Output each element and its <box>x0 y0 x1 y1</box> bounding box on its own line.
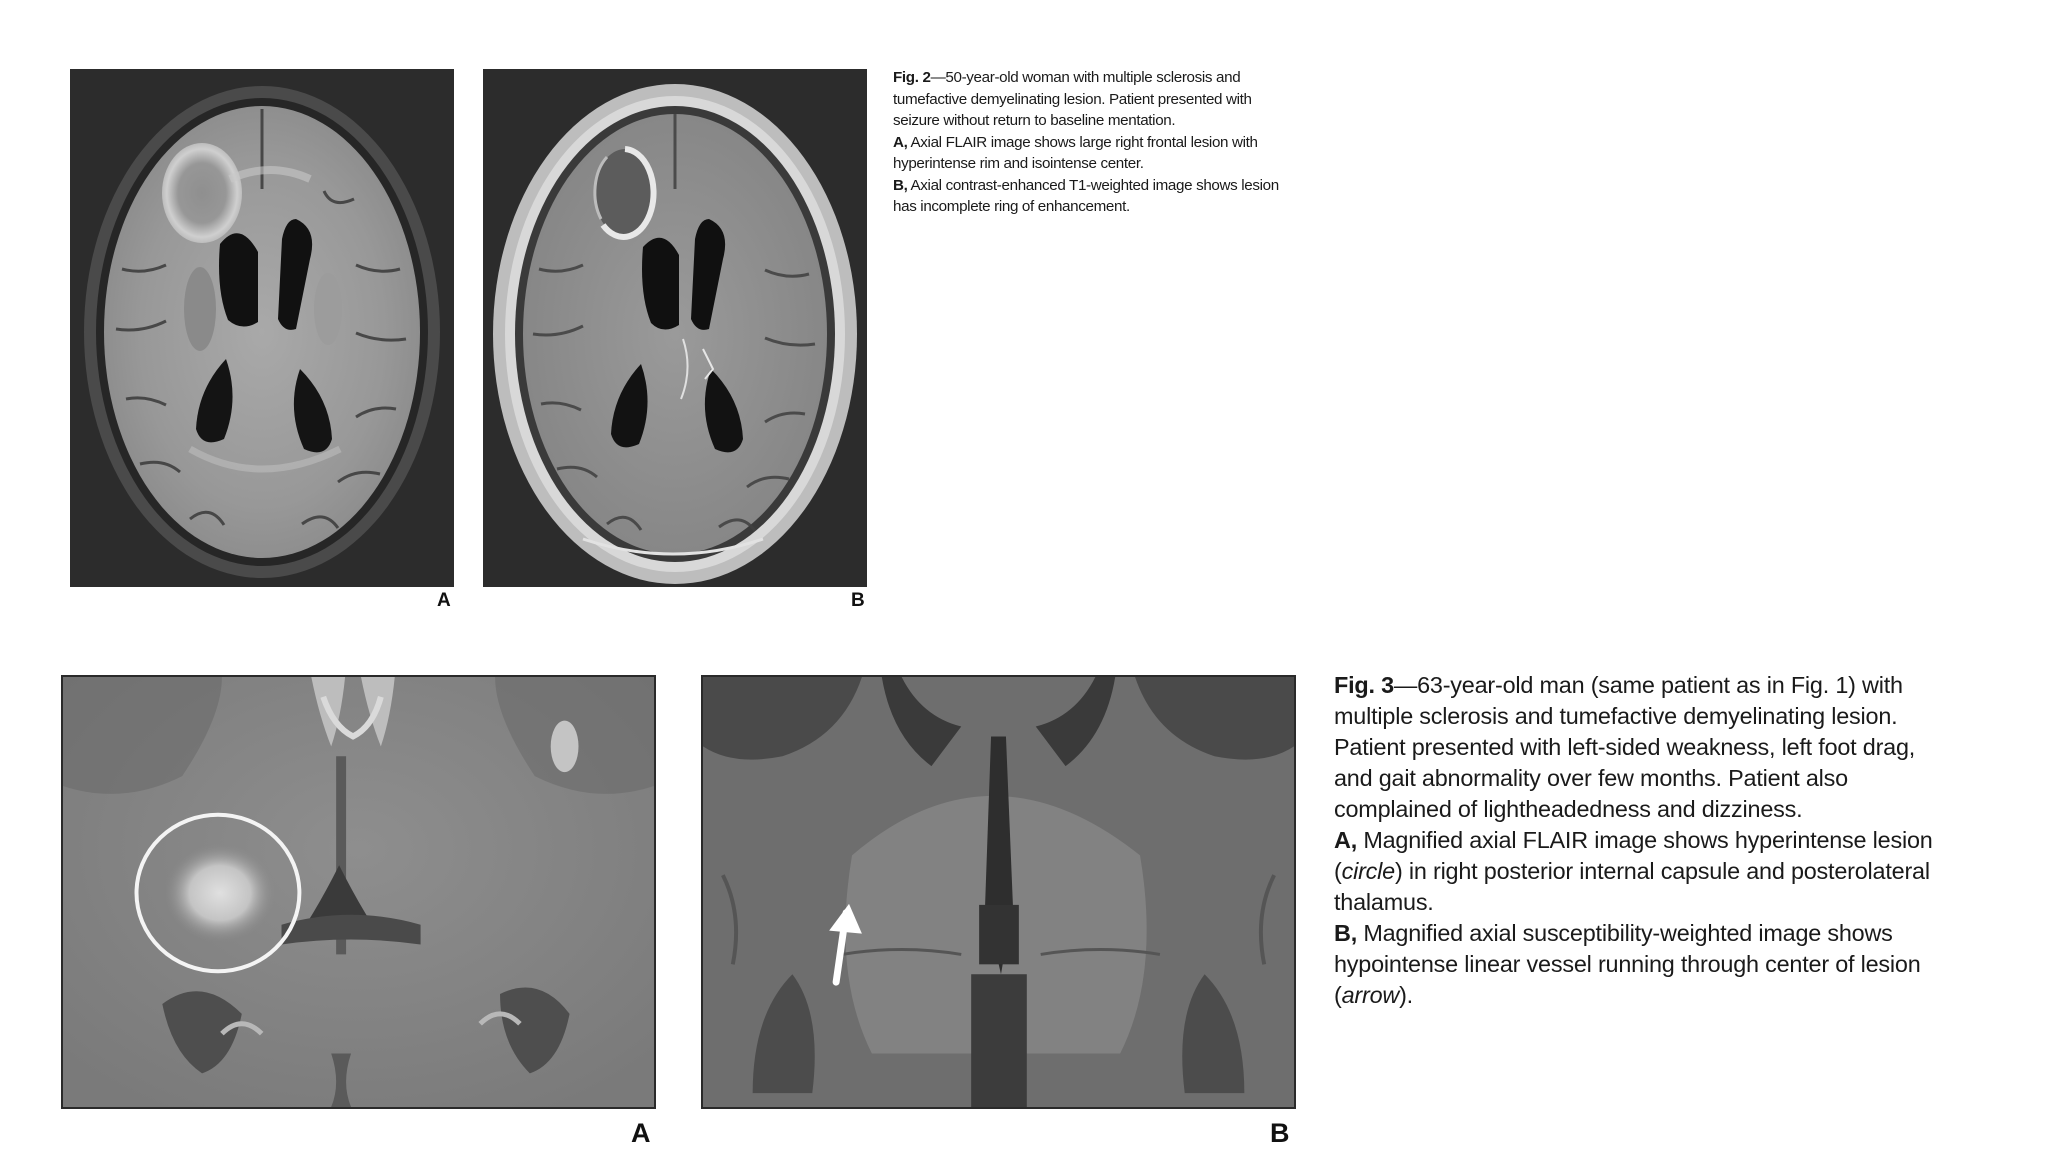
fig3-caption <box>1334 670 1954 1011</box>
fig2-panel-a-flair-image <box>70 69 454 587</box>
fig3-caption-text: 63-year-old man (same patient as in Fig. 1) with multiple sclerosis and tumefactive demyelinating lesion. Patient presented with left-sided weakness, left foot drag, and gait abnormality over few months. Patient also complained of lightheadedness and dizziness. <box>1334 672 1916 822</box>
fig2-caption-b-text: Axial contrast-enhanced T1-weighted image shows lesion has incomplete ring of enhancement. <box>893 176 1279 215</box>
fig3-caption-a-label: A, <box>1334 827 1357 853</box>
fig2-caption-dash: — <box>930 69 946 86</box>
fig3-caption-b-em: arrow <box>1341 982 1400 1008</box>
fig3-caption-dash: — <box>1393 672 1418 698</box>
fig3-caption-b-pre: Magnified axial susceptibility-weighted image shows hypointense linear vessel running through center of lesion ( <box>1334 920 1921 1008</box>
fig3-caption-b-label: B, <box>1334 920 1357 946</box>
fig3-panel-b-label: B <box>1270 1118 1290 1148</box>
fig3-caption-label: Fig. 3 <box>1334 672 1394 698</box>
fig2-caption-b-label: B, <box>893 176 908 194</box>
fig2-panel-b-t1-image <box>483 69 867 587</box>
fig2-caption-text: 50-year-old woman with multiple sclerosis and tumefactive demyelinating lesion. Patient presented with seizure without return to baseline mentation. <box>893 69 1252 129</box>
fig3-caption-b-post: ). <box>1399 982 1413 1008</box>
fig2-panel-b-label: B <box>851 590 865 611</box>
fig2-caption <box>893 67 1283 218</box>
fig3-caption-a-post: ) in right posterior internal capsule and posterolateral thalamus. <box>1334 858 1930 915</box>
fig3-caption-a-em: circle <box>1341 858 1395 884</box>
fig3-panel-a-label: A <box>631 1118 651 1148</box>
fig2-caption-a-text: Axial FLAIR image shows large right frontal lesion with hyperintense rim and isointense center. <box>893 133 1258 172</box>
fig2-caption-label: Fig. 2 <box>893 69 931 86</box>
fig3-panel-a-flair-image <box>61 675 656 1109</box>
fig2-caption-a-label: A, <box>893 133 908 151</box>
fig3-caption-a-pre: Magnified axial FLAIR image shows hyperintense lesion ( <box>1334 827 1933 884</box>
fig3-panel-b-swi-image <box>701 675 1296 1109</box>
fig2-panel-a-label: A <box>437 590 451 611</box>
